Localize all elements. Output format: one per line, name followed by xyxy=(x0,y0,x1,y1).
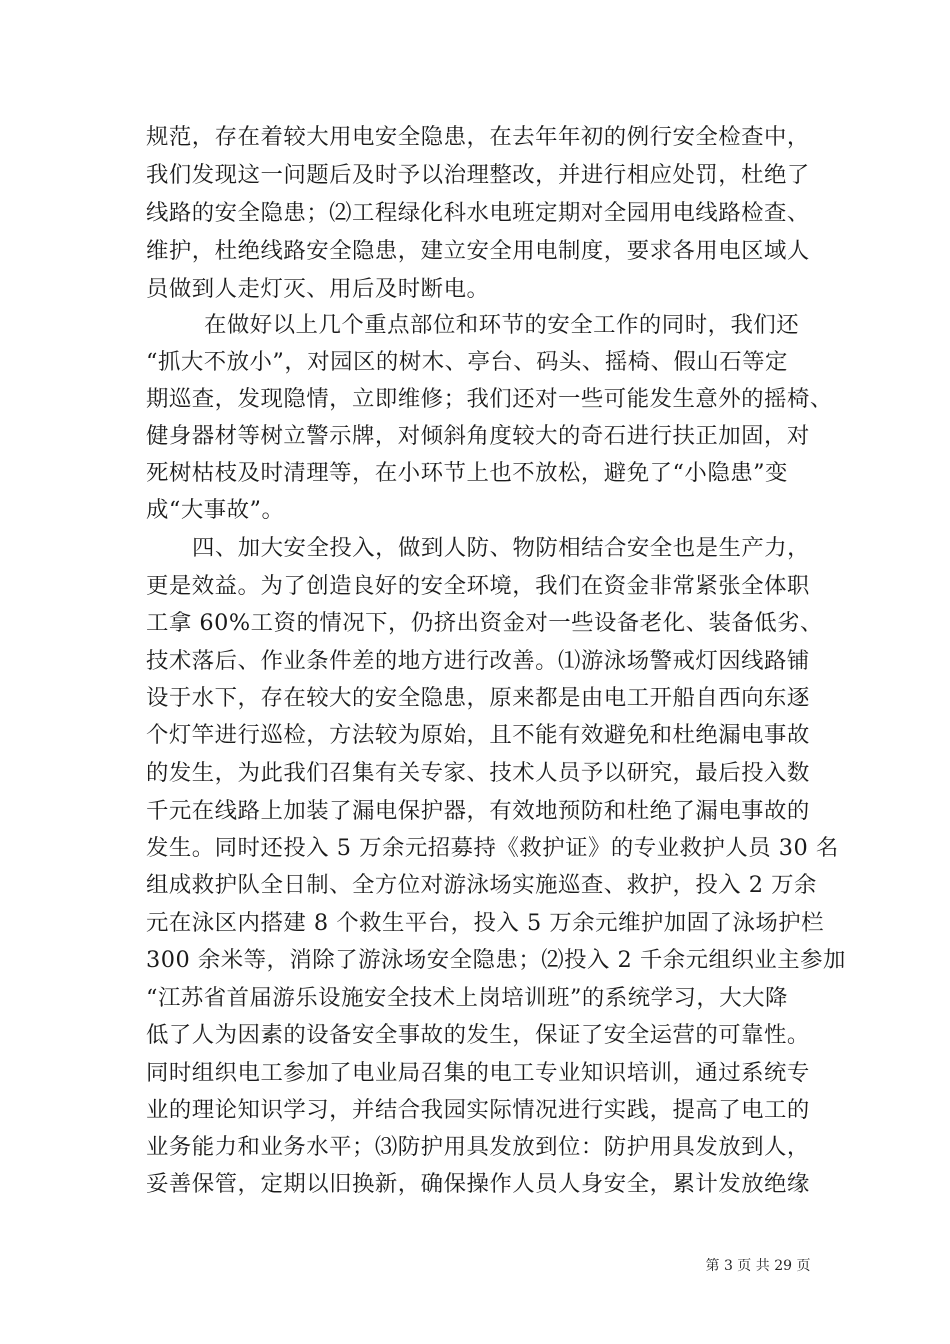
text-line: 期巡查，发现隐情，立即维修；我们还对一些可能发生意外的摇椅、 xyxy=(146,386,833,412)
text-line: 工拿 60%工资的情况下，仍挤出资金对一些设备老化、装备低劣、 xyxy=(146,610,823,636)
text-line: 300 余米等，消除了游泳场安全隐患；⑵投入 2 千余元组织业主参加 xyxy=(146,947,846,973)
text-line: 个灯竿进行巡检，方法较为原始，且不能有效避免和杜绝漏电事故 xyxy=(146,722,810,748)
text-line: 四、加大安全投入，做到人防、物防相结合安全也是生产力， xyxy=(192,535,811,561)
page-footer xyxy=(0,1256,950,1276)
text-line: 元在泳区内搭建 8 个救生平台，投入 5 万余元维护加固了泳场护栏 xyxy=(146,910,825,936)
text-line: 规范，存在着较大用电安全隐患，在去年年初的例行安全检查中， xyxy=(146,124,810,150)
text-line: 成“大事故”。 xyxy=(146,497,285,523)
text-line: 发生。同时还投入 5 万余元招募持《救护证》的专业救护人员 30 名 xyxy=(146,835,839,861)
text-line: 低了人为因素的设备安全事故的发生，保证了安全运营的可靠性。 xyxy=(146,1022,810,1048)
text-line: 更是效益。为了创造良好的安全环境，我们在资金非常紧张全体职 xyxy=(146,573,810,599)
text-line: 维护，杜绝线路安全隐患，建立安全用电制度，要求各用电区域人 xyxy=(146,238,810,264)
text-line: “抓大不放小”，对园区的树木、亭台、码头、摇椅、假山石等定 xyxy=(146,349,788,375)
text-line: 的发生，为此我们召集有关专家、技术人员予以研究，最后投入数 xyxy=(146,760,810,786)
text-line: “江苏省首届游乐设施安全技术上岗培训班”的系统学习，大大降 xyxy=(146,985,788,1011)
text-line: 线路的安全隐患；⑵工程绿化科水电班定期对全园用电线路检查、 xyxy=(146,200,810,226)
text-line: 死树枯枝及时清理等，在小环节上也不放松，避免了“小隐患”变 xyxy=(146,460,788,486)
page-number: 第 3 页 共 29 页 xyxy=(705,1258,811,1274)
text-line: 同时组织电工参加了电业局召集的电工专业知识培训，通过系统专 xyxy=(146,1060,810,1086)
text-line: 组成救护队全日制、全方位对游泳场实施巡查、救护，投入 2 万余 xyxy=(146,872,817,898)
text-line: 健身器材等树立警示牌，对倾斜角度较大的奇石进行扶正加固，对 xyxy=(146,423,810,449)
text-line: 千元在线路上加装了漏电保护器，有效地预防和杜绝了漏电事故的 xyxy=(146,798,810,824)
text-line: 业务能力和业务水平；⑶防护用具发放到位：防护用具发放到人， xyxy=(146,1134,810,1160)
text-line: 在做好以上几个重点部位和环节的安全工作的同时，我们还 xyxy=(204,312,800,338)
text-line: 员做到人走灯灭、用后及时断电。 xyxy=(146,276,490,302)
text-line: 业的理论知识学习，并结合我园实际情况进行实践，提高了电工的 xyxy=(146,1097,810,1123)
text-line: 妥善保管，定期以旧换新，确保操作人员人身安全，累计发放绝缘 xyxy=(146,1171,810,1197)
text-line: 技术落后、作业条件差的地方进行改善。⑴游泳场警戒灯因线路铺 xyxy=(146,648,810,674)
text-line: 设于水下，存在较大的安全隐患，原来都是由电工开船自西向东逐 xyxy=(146,685,810,711)
text-line: 我们发现这一问题后及时予以治理整改，并进行相应处罚，杜绝了 xyxy=(146,162,810,188)
